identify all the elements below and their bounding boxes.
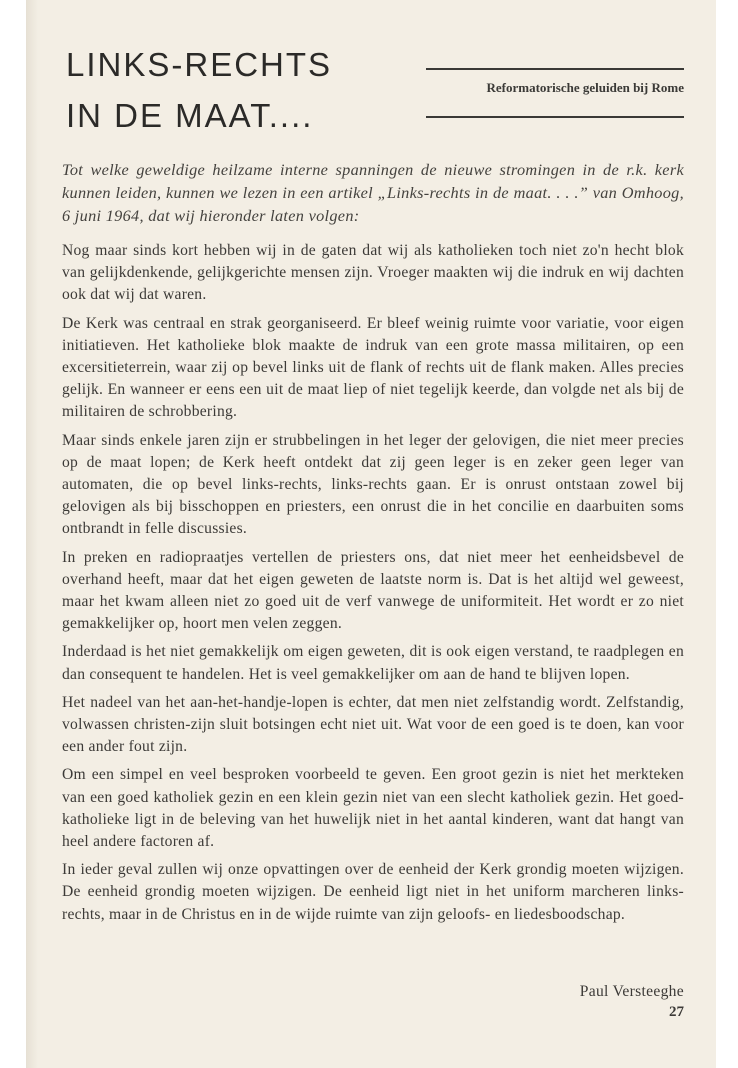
- article-body: [62, 240, 684, 932]
- title-line-1: LINKS-RECHTS: [66, 46, 333, 83]
- article-subtitle: Reformatorische geluiden bij Rome: [486, 80, 684, 95]
- page-number: 27: [669, 1004, 684, 1020]
- body-paragraph: De Kerk was centraal en strak georganiseerd. Er bleef weinig ruimte voor variatie, voor eigen initiatieven. Het katholieke blok maakte de indruk van een grote massa militairen, op een excersitieterrein, waar zij op bevel links uit de flank of rechts uit de flank maken. Alles precies gelijk. En wanneer er eens een uit de maat liep of niet tegelijk keerde, dan volgde net als bij de militairen de schrobbering.: [62, 314, 684, 421]
- body-paragraph: Het nadeel van het aan-het-handje-lopen is echter, dat men niet zelfstandig wordt. Zelfstandig, volwassen christen-zijn sluit botsingen echt niet uit. Wat voor de een goed is te doen, kan voor een ander fout zijn.: [62, 693, 684, 756]
- page-sheet: [26, 0, 716, 1068]
- bottom-rule: [426, 116, 684, 118]
- body-paragraph: In ieder geval zullen wij onze opvattingen over de eenheid der Kerk grondig moeten wijzigen. De eenheid grondig moeten wijzigen. De eenheid ligt niet in het uniform marcheren links-rechts, maar in de Christus en in de wijde ruimte van zijn geloofs- en liedesboodschap.: [62, 861, 684, 923]
- body-paragraph: Nog maar sinds kort hebben wij in de gaten dat wij als katholieken toch niet zo'n hecht blok van gelijkdenkende, gelijkgerichte mensen zijn. Vroeger maakten wij die indruk en wij dachten ook dat wij dat waren.: [62, 242, 684, 304]
- body-paragraph: Maar sinds enkele jaren zijn er strubbelingen in het leger der gelovigen, die niet meer precies op de maat lopen; de Kerk heeft ontdekt dat zij geen leger is en zeker geen leger van automaten, die op bevel links-rechts, links-rechts gaan. Er is onrust ontstaan zowel bij gelovigen als bij bisschoppen en priesters, een onrust die in het concilie en daarbuiten soms ontbrandt in felle discussies.: [62, 431, 684, 538]
- intro-paragraph: Tot welke geweldige heilzame interne spanningen de nieuwe stromingen in de r.k. kerk kunnen leiden, kunnen we lezen in een artikel „Links-rechts in de maat. . . .” van Omhoog, 6 juni 1964, dat wij hieronder laten volgen:: [62, 160, 684, 225]
- article-title: [66, 44, 332, 137]
- body-paragraph: Om een simpel en veel besproken voorbeeld te geven. Een groot gezin is niet het merkteken van een goed katholiek gezin en een klein gezin niet van een slecht katholiek gezin. Het goed-katholieke ligt in de beleving van het huwelijk niet in het aantal kinderen, want dat hangt van heel andere factoren af.: [62, 766, 684, 851]
- author-signature: Paul Versteeghe: [579, 983, 684, 1000]
- body-paragraph: In preken en radiopraatjes vertellen de priesters ons, dat niet meer het eenheidsbevel de overhand heeft, maar dat het eigen geweten de laatste norm is. Dat is het altijd wel geweest, maar het kwam alleen niet zo goed uit de verf vanwege de uniformiteit. Het wordt er zo niet gemakkelijker op, hoort men velen zeggen.: [62, 548, 684, 633]
- body-paragraph: Inderdaad is het niet gemakkelijk om eigen geweten, dit is ook eigen verstand, te raadplegen en dan consequent te handelen. Het is veel gemakkelijker om aan de hand te blijven lopen.: [62, 643, 684, 683]
- top-rule: [426, 68, 684, 70]
- title-line-2: IN DE MAAT....: [66, 97, 314, 134]
- page-binding-shadow: [26, 0, 38, 1068]
